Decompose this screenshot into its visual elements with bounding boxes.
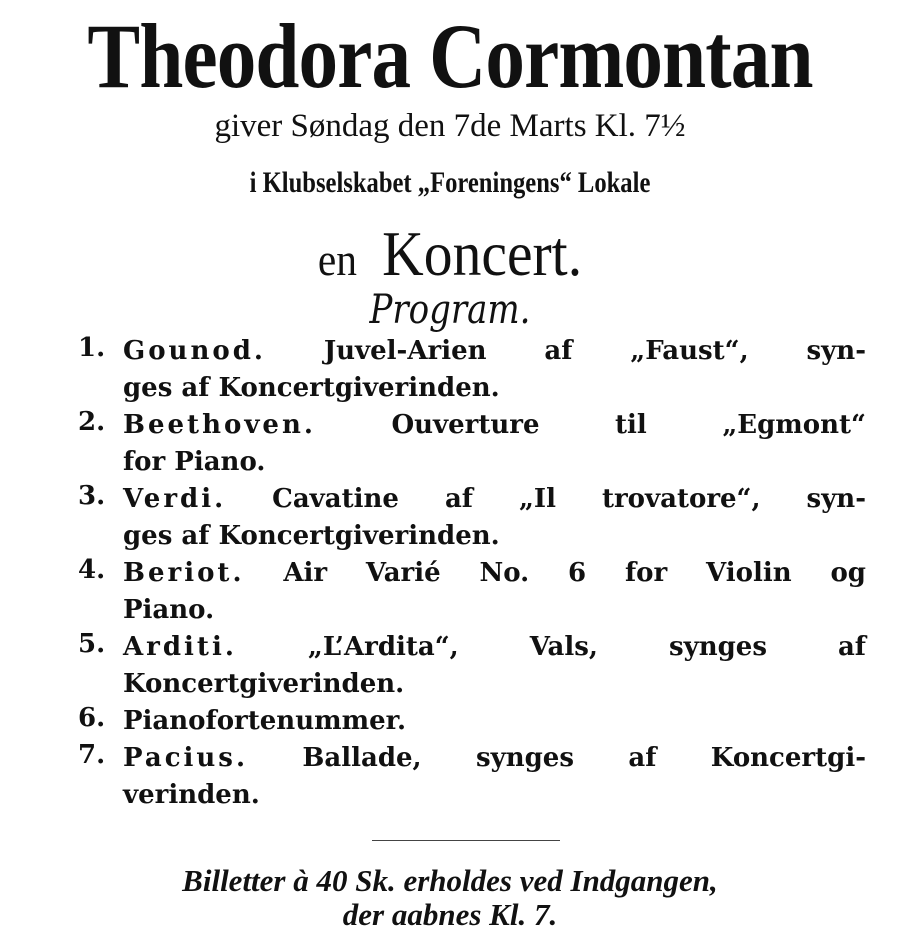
ticket-info [0,864,900,932]
concert-heading [45,218,855,289]
composer-name: Beriot. [123,558,245,588]
program-heading: Program. [369,287,531,333]
program-item [78,407,866,481]
item-line [123,777,866,814]
item-line [123,740,866,777]
item-number: 6. [78,703,106,733]
item-line [123,666,866,703]
item-line [123,518,866,555]
ticket-info-line1: Billetter à 40 Sk. erholdes ved Indgangen, [182,863,718,898]
item-text: „L’Ardita“, Vals, synges af [307,632,866,662]
composer-name: Beethoven. [123,410,316,440]
item-text: Cavatine af „Il trovatore“, syn- [272,484,866,514]
item-number: 4. [78,555,106,585]
composer-name: Gounod. [123,336,266,366]
program-list [78,333,866,814]
program-item [78,555,866,629]
item-line [123,407,866,444]
program-item [78,740,866,814]
item-line [123,555,866,592]
item-line [123,444,866,481]
item-line [123,481,866,518]
item-text: Ouverture til „Egmont“ [391,410,866,440]
item-line [123,592,866,629]
item-text: Air Varié No. 6 for Violin og [283,558,866,588]
program-item [78,333,866,407]
item-text: Juvel-Arien af „Faust“, syn- [323,336,866,366]
item-number: 2. [78,407,106,437]
item-text: Piano. [123,595,215,625]
item-number: 7. [78,740,106,770]
item-text: Koncertgiverinden. [123,669,405,699]
item-line [123,629,866,666]
item-text: Ballade, synges af Koncertgi- [302,743,866,773]
composer-name: Pacius. [123,743,248,773]
item-text: ges af Koncertgiverinden. [123,373,500,403]
divider [372,840,560,841]
item-number: 3. [78,481,106,511]
advert-title: Theodora Cormontan [87,5,813,107]
composer-name: Arditi. [123,632,237,662]
item-line [123,703,866,740]
concert-word: Koncert. [382,218,583,289]
program-item [78,629,866,703]
item-number: 5. [78,629,106,659]
item-line [123,333,866,370]
composer-name: Verdi. [123,484,227,514]
item-text: verinden. [123,780,260,810]
venue-line: i Klubselskabet „Foreningens“ Lokale [249,166,651,199]
concert-prefix: en [317,234,357,285]
program-item [78,703,866,740]
item-number: 1. [78,333,106,363]
ticket-info-line2: der aabnes Kl. 7. [342,897,558,932]
item-text: for Piano. [123,447,266,477]
program-item [78,481,866,555]
item-text: Pianofortenummer. [123,706,407,736]
item-text: ges af Koncertgiverinden. [123,521,500,551]
date-line: giver Søndag den 7de Marts Kl. 7½ [214,108,686,144]
item-line [123,370,866,407]
